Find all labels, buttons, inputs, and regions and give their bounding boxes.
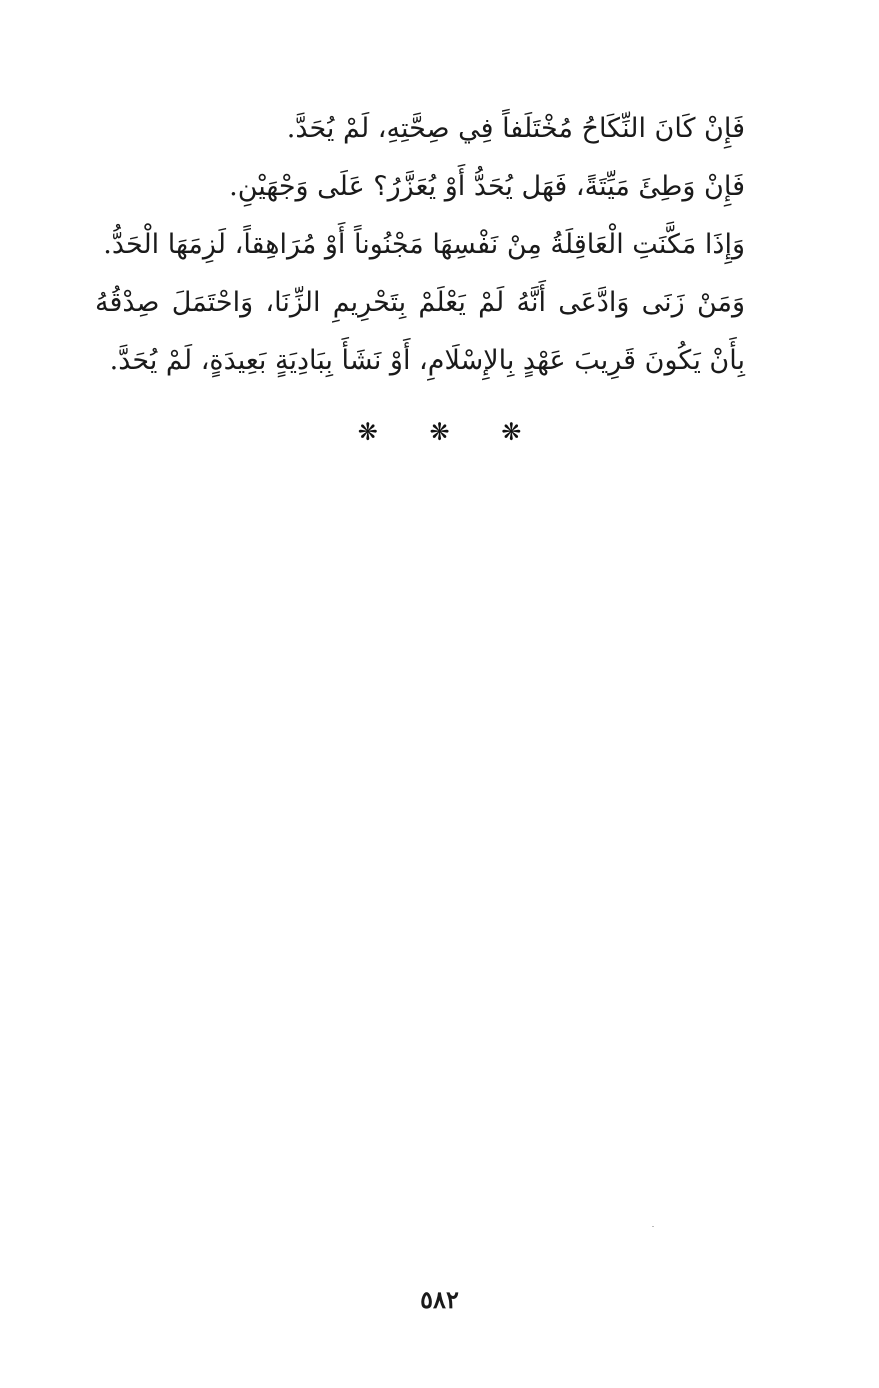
page-number: ٥٨٢ [420,1285,459,1314]
asterism-icon: ❋ [501,418,522,446]
paragraph-4: وَمَنْ زَنَى وَادَّعَى أَنَّهُ لَمْ يَعْلَمْ بِتَحْرِيمِ الزِّنَا، وَاحْتَمَلَ صِدْقُهُ بِأَنْ يَكُونَ قَرِيبَ عَهْدٍ بِالإِسْلَامِ، أَوْ نَشَأَ بِبَادِيَةٍ بَعِيدَةٍ، لَمْ يُحَدَّ. [95,287,745,376]
paragraph-2: فَإِنْ وَطِئَ مَيِّتَةً، فَهَل يُحَدُّ أَوْ يُعَزَّرُ؟ عَلَى وَجْهَيْنِ. [229,171,745,202]
paragraph-1: فَإِنْ كَانَ النِّكَاحُ مُخْتَلَفاً فِي صِحَّتِهِ، لَمْ يُحَدَّ. [286,113,745,144]
body-text [95,100,785,390]
paragraph-3: وَإِذَا مَكَّنَتِ الْعَاقِلَةُ مِنْ نَفْسِهَا مَجْنُوناً أَوْ مُرَاهِقاً، لَزِمَهَا الْحَدُّ. [103,229,745,260]
asterism-icon: ❋ [429,418,450,446]
asterism-icon: ❋ [357,418,378,446]
section-divider [0,418,879,446]
scan-speck [652,1226,654,1227]
